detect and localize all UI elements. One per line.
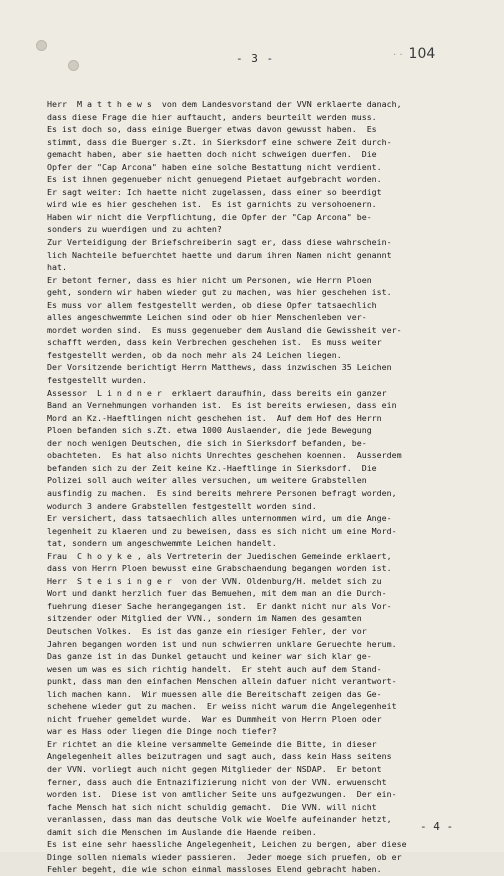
text-line: lich Nachteile befuerchtet haette und darum ihren Namen nicht genannt: [47, 249, 392, 260]
text-line: Es muss vor allem festgestellt werden, ob diese Opfer tatsaechlich: [47, 299, 377, 310]
body-text: [47, 98, 477, 876]
text-line: Das ganze ist in das Dunkel getaucht und keiner war sich klar ge-: [47, 651, 372, 662]
text-line: sonders zu wuerdigen und zu achten?: [47, 224, 222, 235]
text-line: nicht frueher gemeldet wurde. War es Dummheit von Herrn Ploen oder: [47, 713, 382, 724]
text-line: fuehrung dieser Sache herangegangen ist. Er dankt nicht nur als Vor-: [47, 600, 392, 611]
text-line: ferner, dass auch die Entnazifizierung nicht von der VVN. erwuenscht: [47, 776, 387, 787]
text-line: Frau C h o y k e , als Vertreterin der Juedischen Gemeinde erklaert,: [47, 550, 392, 561]
archive-number: 104: [408, 46, 436, 62]
text-line: festgestellt wurden.: [47, 375, 147, 386]
text-line: war es Hass oder liegen die Dinge noch tiefer?: [47, 726, 277, 737]
text-line: obachteten. Es hat also nichts Unrechtes geschehen koennen. Ausserdem: [47, 450, 402, 461]
text-line: hat.: [47, 262, 67, 273]
text-line: alles angeschwemmte Leichen sind oder ob hier Menschenleben ver-: [47, 312, 367, 323]
text-line: Es ist ihnen gegenueber nicht genuegend Pietaet aufgebracht worden.: [47, 174, 382, 185]
text-line: punkt, dass man den einfachen Menschen allein dafuer nicht verantwort-: [47, 676, 397, 687]
text-line: gemacht haben, aber sie haetten doch nicht schweigen duerfen. Die: [47, 149, 377, 160]
text-line: Es ist doch so, dass einige Buerger etwas davon gewusst haben. Es: [47, 124, 377, 135]
text-line: schehene wieder gut zu machen. Er weiss nicht warum die Angelegenheit: [47, 701, 397, 712]
text-line: veranlassen, dass man das deutsche Volk wie Woelfe aufeinander hetzt,: [47, 814, 392, 825]
page-number: - 3 -: [236, 52, 275, 65]
text-line: Ploen befanden sich s.Zt. etwa 1000 Auslaender, die jede Bewegung: [47, 425, 372, 436]
text-line: Mord an Kz.-Haeftlingen nicht geschehen ist. Auf dem Hof des Herrn: [47, 412, 382, 423]
text-line: tat, sondern um angeschwemmte Leichen handelt.: [47, 538, 277, 549]
text-line: worden ist. Diese ist von amtlicher Seite uns aufgezwungen. Der ein-: [47, 789, 397, 800]
text-line: Band an Vernehmungen vorhanden ist. Es ist bereits erwiesen, dass ein: [47, 400, 397, 411]
text-line: Der Vorsitzende berichtigt Herrn Matthews, dass inzwischen 35 Leichen: [47, 362, 392, 373]
text-line: schafft werden, dass kein Verbrechen geschehen ist. Es muss weiter: [47, 337, 382, 348]
text-line: der VVN. vorliegt auch nicht gegen Mitglieder der NSDAP. Er betont: [47, 763, 382, 774]
text-line: sitzender oder Mitglied der VVN., sondern im Namen des gesamten: [47, 613, 362, 624]
text-line: legenheit zu klaeren und zu beweisen, dass es sich nicht um eine Mord-: [47, 525, 397, 536]
text-line: dass von Herrn Ploen bewusst eine Grabschaendung begangen worden ist.: [47, 563, 392, 574]
next-page-number: - 4 -: [420, 820, 454, 833]
text-line: lich machen kann. Wir muessen alle die Bereitschaft zeigen das Ge-: [47, 688, 382, 699]
text-line: festgestellt werden, ob da noch mehr als 24 Leichen liegen.: [47, 349, 342, 360]
text-line: befanden sich zu der Zeit keine Kz.-Haeftlinge in Sierksdorf. Die: [47, 462, 377, 473]
text-line: dass diese Frage die hier auftaucht, anders beurteilt werden muss.: [47, 111, 377, 122]
text-line: Es ist eine sehr haessliche Angelegenheit, Leichen zu bergen, aber diese: [47, 839, 407, 850]
text-line: Polizei soll auch weiter alles versuchen, um weitere Grabstellen: [47, 475, 367, 486]
text-line: wesen um was es sich richtig handelt. Er steht auch auf dem Stand-: [47, 663, 382, 674]
text-line: Assessor L i n d n e r erklaert daraufhin, dass bereits ein ganzer: [47, 387, 387, 398]
text-line: Dinge sollen niemals wieder passieren. Jeder moege sich pruefen, ob er: [47, 851, 402, 862]
text-line: Er versichert, dass tatsaechlich alles unternommen wird, um die Ange-: [47, 513, 392, 524]
text-line: wird wie es hier geschehen ist. Es ist garnichts zu versohoenern.: [47, 199, 377, 210]
text-line: Herr M a t t h e w s von dem Landesvorstand der VVN erklaerte danach,: [47, 99, 402, 109]
text-line: Wort und dankt herzlich fuer das Bemuehen, mit dem man an die Durch-: [47, 588, 387, 599]
text-line: Angelegenheit alles beizutragen und sagt auch, dass kein Hass seitens: [47, 751, 392, 762]
text-line: Haben wir nicht die Verpflichtung, die Opfer der "Cap Arcona" be-: [47, 211, 372, 222]
text-line: Opfer der "Cap Arcona" haben eine solche Bestattung nicht verdient.: [47, 161, 382, 172]
text-line: Zur Verteidigung der Briefschreiberin sagt er, dass diese wahrschein-: [47, 237, 392, 248]
text-line: Er richtet an die kleine versammelte Gemeinde die Bitte, in dieser: [47, 738, 377, 749]
text-line: Herr S t e i s i n g e r von der VVN. Oldenburg/H. meldet sich zu: [47, 575, 382, 586]
text-line: Deutschen Volkes. Es ist das ganze ein riesiger Fehler, der vor: [47, 625, 367, 636]
text-line: damit sich die Menschen im Auslande die Haende reiben.: [47, 826, 317, 837]
punch-hole: [36, 40, 47, 51]
text-line: stimmt, dass die Buerger s.Zt. in Sierksdorf eine schwere Zeit durch-: [47, 136, 392, 147]
text-line: geht, sondern wir haben wieder gut zu machen, was hier geschehen ist.: [47, 287, 392, 298]
text-line: der noch wenigen Deutschen, die sich in Sierksdorf befanden, be-: [47, 437, 367, 448]
text-line: wodurch 3 andere Grabstellen festgestellt worden sind.: [47, 500, 317, 511]
faded-stamp-mark: · ·: [393, 50, 403, 61]
archive-stamp: [393, 46, 435, 62]
text-line: Jahren begangen worden ist und nun schwierren unklare Geruechte herum.: [47, 638, 397, 649]
text-line: Er sagt weiter: Ich haette nicht zugelassen, dass einer so beerdigt: [47, 186, 382, 197]
text-line: mordet worden sind. Es muss gegenueber dem Ausland die Gewissheit ver-: [47, 324, 402, 335]
text-line: fache Mensch hat sich nicht schuldig gemacht. Die VVN. will nicht: [47, 801, 377, 812]
text-line: Er betont ferner, dass es hier nicht um Personen, wie Herrn Ploen: [47, 274, 372, 285]
text-line: Fehler begeht, die wie schon einmal massloses Elend gebracht haben.: [47, 864, 382, 875]
punch-hole: [68, 60, 79, 71]
text-line: ausfindig zu machen. Es sind bereits mehrere Personen befragt worden,: [47, 487, 397, 498]
